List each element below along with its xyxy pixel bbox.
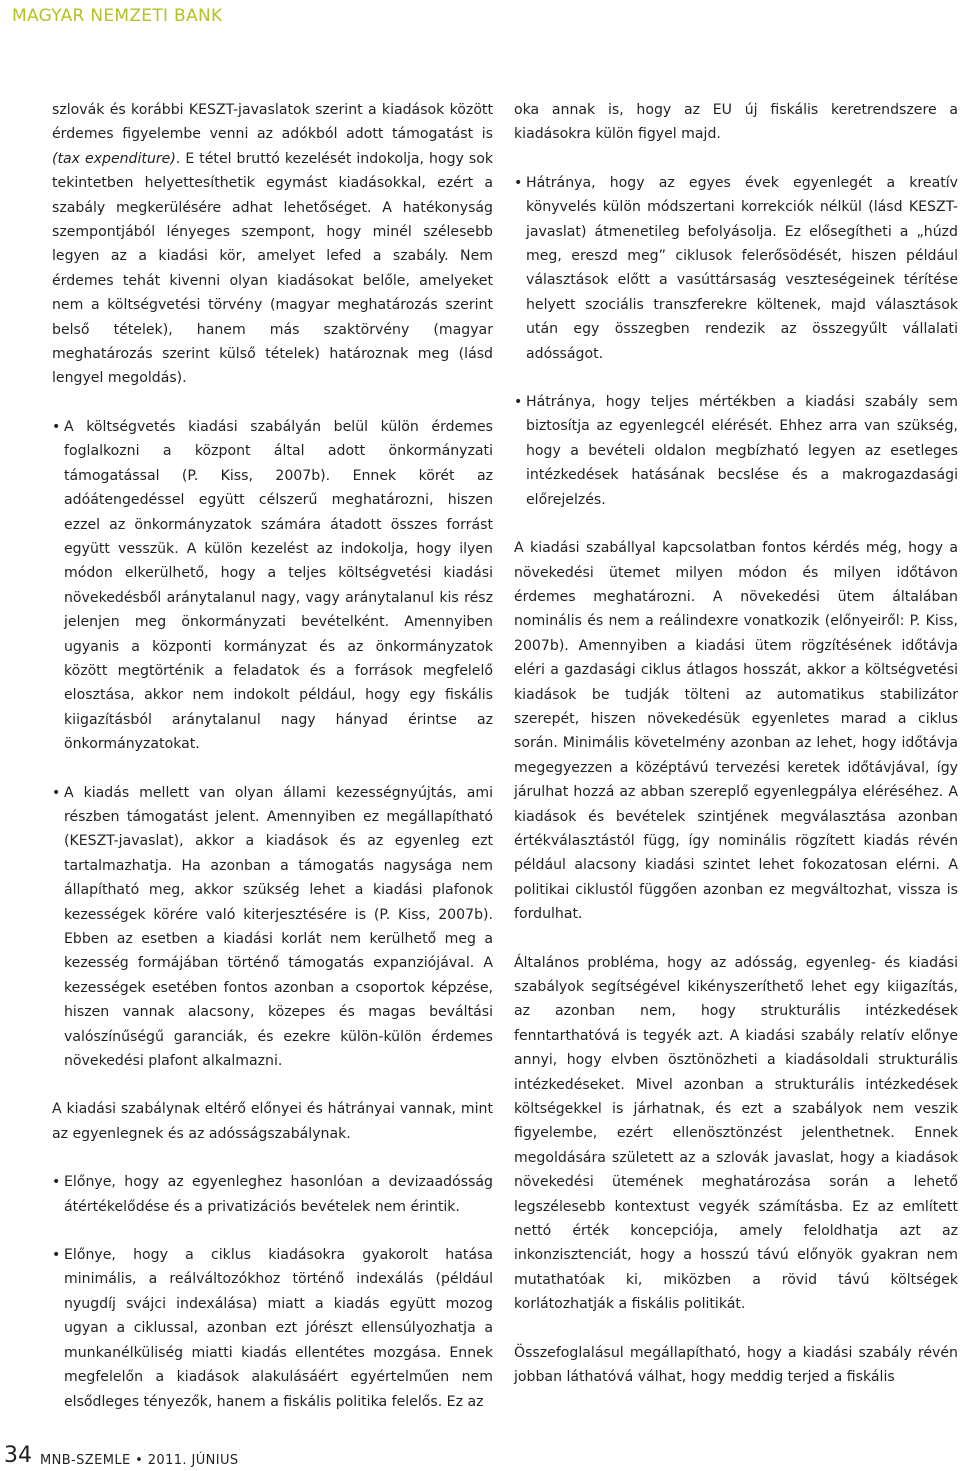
intro-italic-term: (tax expenditure) xyxy=(52,150,176,167)
intro-text-a: szlovák és korábbi KESZT-javaslatok szerint a kiadások között érdemes figyelembe venni az adókból adott támogatást is xyxy=(52,102,493,143)
left-intro-paragraph xyxy=(52,98,493,391)
right-paragraph-3: Általános probléma, hogy az adósság, egyenleg- és kiadási szabályok segítségével kikényszeríthető lehet egy kiigazítás, az azonban nem, hogy strukturális intézkedések fenntarthatóvá is tegyék azt. A kiadási szabály relatív előnye annyi, hogy elvben ösztönözheti a kiadásoldali strukturális intézkedéseket. Mivel azonban a strukturális intézkedések költségekkel is járhatnak, és ezt a szabályok nem veszik figyelembe, ezért ellenösztönzést jelenthetnek. Ennek megoldására született az a szlovák javaslat, hogy a kiadások növekedési ütemének meghatározása során a lehető legszélesebb kontextust vegyék számításba. Ez az említett nettó érték koncepciója, amely feloldhatja azt az inkonzisztenciát, hogy a hosszú távú előnyök gyakran nem mutathatóak ki, miközben a rövid távú költségek korlátozhatják a fiskális politikát. xyxy=(514,954,958,1313)
list-item: • Előnye, hogy a ciklus kiadásokra gyakorolt hatása minimális, a reálváltozókhoz történő indexálás (például nyugdíj svájci indexálása) miatt a kiadás együtt mozog ugyan a ciklussal, azonban ezt jórészt ellensúlyozhatja a munkanélküliség miatti kiadás ellentétes mozgása. Ennek megfelelőn a kiadások alakulásáért egyértelműen nem elsődleges tényezők, hanem a fiskális politika felelős. Ez az xyxy=(52,1243,493,1414)
right-paragraph-2: A kiadási szabállyal kapcsolatban fontos kérdés még, hogy a növekedési ütemet milyen módon és milyen időtávon érdemes meghatározni. A növekedési ütem általában nominális és nem a reálindexre vonatkozik (előnyeiről: P. Kiss, 2007b). Amennyiben a kiadási ütem rögzítésének időtávja eléri a gazdasági ciklus átlagos hosszát, akkor a költségvetési kiadások be tudják tölteni az automatikus stabilizátor szerepét, hiszen növekedésük egyenletes marad a ciklus során. Minimális követelmény azonban az lehet, hogy időtávja megegyezzen a középtávú tervezési keretek időtávjával, így járulhat hozzá az abban szereplő egyenlegpálya eléréséhez. A kiadások és bevételek szintjének megválasztása azonban értékválasztástól függ, így nominális rögzített kiadás révén például alacsony kiadási szintet lehet fokozatosan elérni. A politikai ciklustól függően azonban ez megváltozhat, vissza is fordulhat. xyxy=(514,540,958,923)
left-bullet-list-1 xyxy=(52,415,493,1074)
list-item: • Előnye, hogy az egyenleghez hasonlóan a devizaadósság átértékelődése és a privatizációs bevételek nem érintik. xyxy=(52,1170,493,1219)
page-number: 34 xyxy=(4,1443,32,1468)
right-paragraph-1: oka annak is, hogy az EU új fiskális keretrendszere a kiadásokra külön figyel majd. xyxy=(514,102,958,143)
left-column xyxy=(52,98,493,1414)
right-bullet-list xyxy=(514,171,958,512)
left-paragraph-2: A kiadási szabálynak eltérő előnyei és hátrányai vannak, mint az egyenlegnek és az adósságszabálynak. xyxy=(52,1101,493,1142)
left-bullet-list-2 xyxy=(52,1170,493,1414)
list-item: • Hátránya, hogy teljes mértékben a kiadási szabály sem biztosítja az egyenlegcél elérését. Ehhez arra van szükség, hogy a bevételi oldalon megbízható legyen az esetleges intézkedések hatásának becslése és a makrogazdasági előrejelzés. xyxy=(514,390,958,512)
right-column xyxy=(514,98,958,1390)
footer-source: MNB-SZEMLE • 2011. JÚNIUS xyxy=(40,1453,239,1468)
list-item: • Hátránya, hogy az egyes évek egyenlegét a kreatív könyvelés külön módszertani korrekciók nélkül (lásd KESZT-javaslat) átmenetileg befolyásolja. Ez elősegítheti a „húzd meg, ereszd meg” ciklusok felerősödését, hiszen például választások előtt a vasúttársaság veszteségeinek térítése helyett szociális transzferekre költenek, majd választások után egy összegben rendezik az összegyűlt vállalati adósságot. xyxy=(514,171,958,366)
right-paragraph-4: Összefoglalásul megállapítható, hogy a kiadási szabály révén jobban láthatóvá válhat, hogy meddig terjed a fiskális xyxy=(514,1344,958,1386)
intro-text-b: . E tétel bruttó kezelését indokolja, hogy sok tekintetben helyettesíthetik egymást kiadásokkal, ezért a szabály megkerülésére adhat lehetőséget. A hatékonyság szempontjából lényeges szempont, hogy minél szélesebb legyen az a kiadási kör, amelyet lefed a szabály. Nem érdemes tehát kivenni olyan kiadásokat belőle, amelyeket nem a költségvetési törvény (magyar meghatározás szerint belső tételek), hanem más szaktörvény (magyar meghatározás szerint külső tételek) határoznak meg (lásd lengyel megoldás). xyxy=(52,150,493,387)
list-item: • A kiadás mellett van olyan állami kezességnyújtás, ami részben támogatást jelent. Amennyiben ez megállapítható (KESZT-javaslat), akkor a kiadások és az egyenleg ezt tartalmazhatja. Ha azonban a támogatás nagysága nem állapítható meg, akkor szükség lehet a kiadási plafonok kezességek körére való kiterjesztésére is (P. Kiss, 2007b). Ebben az esetben a kiadási korlát nem kerülhető meg a kezesség formájában történő támogatás expanziójával. A kezességek esetében fontos azonban a csoportok képzése, hiszen vannak alacsony, közepes és magas beváltási valószínűségű garanciák, és ezekre külön-külön érdemes növekedési plafont alkalmazni. xyxy=(52,781,493,1074)
page-header-title: MAGYAR NEMZETI BANK xyxy=(12,6,223,26)
list-item: • A költségvetés kiadási szabályán belül külön érdemes foglalkozni a központ által adott önkormányzati támogatással (P. Kiss, 2007b). Ennek körét az adóátengedéssel együtt célszerű meghatározni, hiszen ezzel az önkormányzatok számára átadott összes forrást együtt vesszük. A külön kezelést az indokolja, hogy ilyen módon elkerülhető, hogy a teljes költségvetési kiadási növekedésből aránytalanul nagy, vagy aránytalanul kis rész jelenjen meg önkormányzati bevételként. Amennyiben ugyanis a központi kormányzat és az önkormányzatok között megtörténik a feladatok és a források megfelelő elosztása, akkor nem indokolt például, hogy egy fiskális kiigazításból aránytalanul nagy hányad érintse az önkormányzatokat. xyxy=(52,415,493,757)
